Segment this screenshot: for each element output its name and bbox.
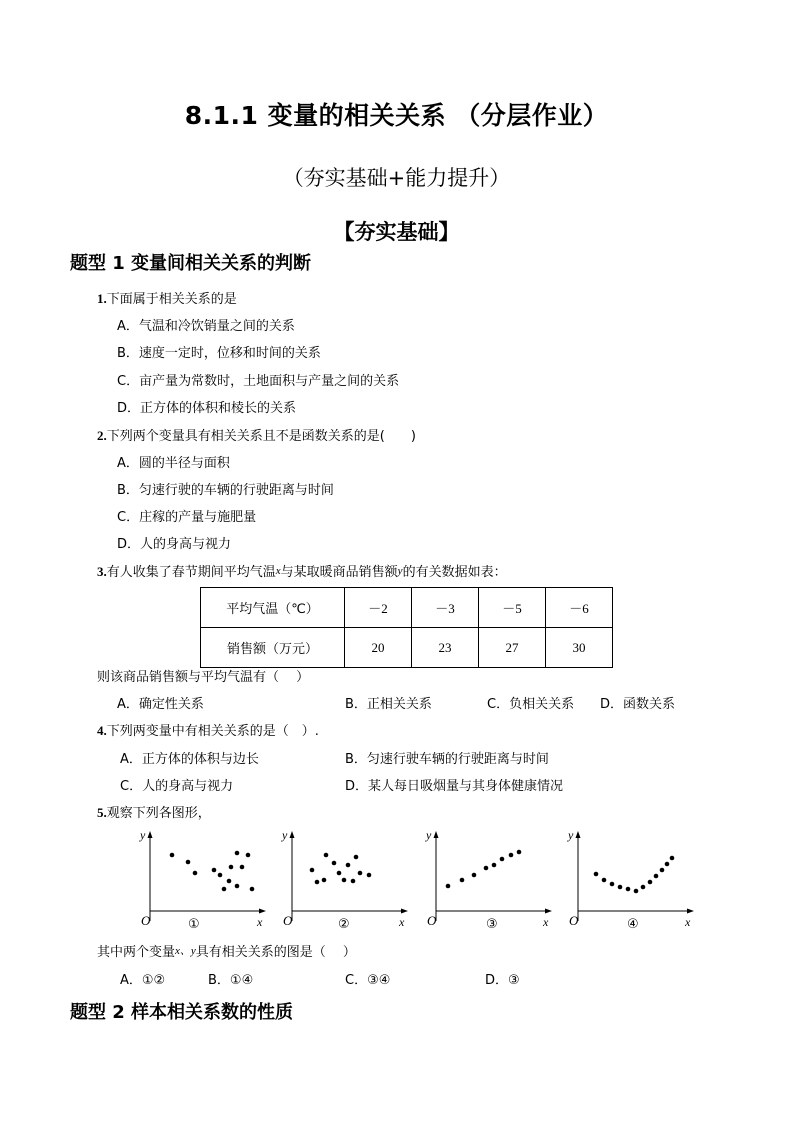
data-point: [446, 884, 451, 889]
data-point: [324, 853, 329, 858]
data-point: [358, 871, 363, 876]
table-row-label: 销售额（万元）: [201, 628, 345, 668]
page-title: 8.1.1 变量的相关关系 （分层作业）: [184, 101, 609, 130]
table-cell: 23: [412, 628, 479, 668]
data-point: [665, 862, 670, 867]
data-point: [342, 878, 347, 883]
origin-label: O: [427, 913, 437, 928]
question-number: 3.: [97, 564, 107, 579]
section-heading: 【夯实基础】: [333, 220, 460, 244]
q3-option-d: D．函数关系: [600, 697, 676, 712]
table-cell: －5: [479, 588, 546, 628]
axis-label-x: x: [257, 915, 263, 929]
data-point: [670, 856, 675, 861]
data-point: [654, 874, 659, 879]
scatter-plot-1: [138, 825, 268, 935]
question-stem: 有人收集了春节期间平均气温: [106, 565, 276, 580]
q1-option-b: B．速度一定时，位移和时间的关系: [117, 346, 321, 361]
table-row: [201, 588, 613, 628]
q5-option-c: C．③④: [345, 973, 391, 988]
data-point: [610, 882, 615, 887]
q5-option-d: D．③: [485, 973, 520, 988]
data-point: [310, 868, 315, 873]
question-3: [97, 561, 507, 580]
data-point: [337, 871, 342, 876]
axis-label-y: y: [282, 828, 288, 842]
question-stem: 观察下列各图形，: [106, 806, 211, 821]
question-5: [97, 802, 211, 821]
data-point: [484, 866, 489, 871]
q2-option-d: D．人的身高与视力: [117, 537, 232, 552]
data-point: [186, 860, 191, 865]
q4-option-d: D．某人每日吸烟量与其身体健康情况: [345, 779, 564, 794]
data-point: [332, 861, 337, 866]
scatter-plot-2: [280, 825, 410, 935]
question-stem-end: 的有关数据如表：: [402, 565, 507, 580]
q4-option-a: A．正方体的体积与边长: [120, 752, 259, 767]
q4-option-c: C．人的身高与视力: [120, 779, 234, 794]
question-2: [97, 425, 416, 444]
follow-text-start: 其中两个变量: [97, 945, 176, 960]
data-point: [227, 879, 232, 884]
q5-follow-text: [97, 941, 356, 960]
q5-option-a: A．①②: [120, 973, 166, 988]
data-point: [517, 850, 522, 855]
data-point: [250, 887, 255, 892]
topic-heading-1: 题型 1 变量间相关关系的判断: [70, 253, 312, 274]
q3-option-b: B．正相关关系: [345, 697, 432, 712]
data-point: [660, 868, 665, 873]
data-point: [222, 887, 227, 892]
variables-xy: x、y: [175, 945, 196, 957]
q3-option-c: C．负相关关系: [487, 697, 575, 712]
data-point: [641, 885, 646, 890]
question-stem-cont: 与某取暖商品销售额: [280, 565, 398, 580]
question-number: 2.: [97, 428, 107, 443]
q1-option-c: C．亩产量为常数时，土地面积与产量之间的关系: [117, 374, 400, 389]
data-point: [346, 863, 351, 868]
q3-follow-text: 则该商品销售额与平均气温有（ ）: [97, 670, 310, 685]
q4-option-b: B．匀速行驶车辆的行驶距离与时间: [345, 752, 549, 767]
axis-label-x: x: [685, 915, 691, 929]
axis-label-x: x: [543, 915, 549, 929]
question-4: [97, 720, 319, 739]
data-point: [229, 865, 234, 870]
variable-y: y: [397, 565, 403, 577]
table-cell: －3: [412, 588, 479, 628]
data-point: [240, 865, 245, 870]
question-1: [97, 288, 237, 307]
question-stem: 下面属于相关关系的是: [106, 292, 237, 307]
table-row-label: 平均气温（℃）: [201, 588, 345, 628]
data-point: [322, 878, 327, 883]
data-point: [602, 878, 607, 883]
data-point: [648, 880, 653, 885]
page-subtitle: （夯实基础+能力提升）: [282, 166, 511, 190]
q1-option-d: D．正方体的体积和棱长的关系: [117, 401, 297, 416]
q2-option-a: A．圆的半径与面积: [117, 456, 230, 471]
topic-heading-2: 题型 2 样本相关系数的性质: [70, 1002, 294, 1023]
data-point: [218, 873, 223, 878]
axis-label-y: y: [568, 828, 574, 842]
table-cell: 27: [479, 628, 546, 668]
q1-option-a: A．气温和冷饮销量之间的关系: [117, 319, 295, 334]
data-point: [618, 885, 623, 890]
plot-caption: ④: [627, 917, 639, 932]
q3-option-a: A．确定性关系: [117, 697, 204, 712]
data-point: [170, 853, 175, 858]
data-point: [246, 853, 251, 858]
axis-label-x: x: [399, 915, 405, 929]
data-point: [212, 868, 217, 873]
data-point: [460, 878, 465, 883]
question-number: 4.: [97, 723, 107, 738]
data-point: [626, 887, 631, 892]
plot-caption: ①: [188, 917, 200, 932]
variable-x: x: [275, 565, 281, 577]
data-point: [193, 871, 198, 876]
origin-label: O: [283, 913, 293, 928]
table-row: [201, 628, 613, 668]
q2-option-c: C．庄稼的产量与施肥量: [117, 510, 257, 525]
data-point: [634, 889, 639, 894]
data-point: [472, 873, 477, 878]
follow-text-end: 具有相关关系的图是（ ）: [195, 945, 356, 960]
data-point: [492, 863, 497, 868]
axis-label-y: y: [140, 828, 146, 842]
table-cell: －6: [546, 588, 613, 628]
q2-option-b: B．匀速行驶的车辆的行驶距离与时间: [117, 483, 334, 498]
table-cell: 20: [345, 628, 412, 668]
table-cell: 30: [546, 628, 613, 668]
question-number: 5.: [97, 805, 107, 820]
data-point: [594, 872, 599, 877]
axis-label-y: y: [426, 828, 432, 842]
origin-label: O: [141, 913, 151, 928]
plot-caption: ②: [338, 917, 350, 932]
question-stem: 下列两个变量具有相关关系且不是函数关系的是( ): [106, 429, 416, 444]
scatter-plot-4: [566, 825, 696, 935]
origin-label: O: [569, 913, 579, 928]
data-point: [315, 880, 320, 885]
q5-option-b: B．①④: [208, 973, 254, 988]
scatter-plot-3: [424, 825, 554, 935]
plot-caption: ③: [486, 917, 498, 932]
table-cell: －2: [345, 588, 412, 628]
data-point: [235, 884, 240, 889]
question-number: 1.: [97, 291, 107, 306]
data-point: [500, 857, 505, 862]
data-point: [509, 853, 514, 858]
data-table: [200, 587, 613, 668]
data-point: [354, 855, 359, 860]
data-point: [351, 879, 356, 884]
data-point: [367, 873, 372, 878]
question-stem: 下列两变量中有相关关系的是（ ）.: [106, 724, 319, 739]
data-point: [235, 851, 240, 856]
